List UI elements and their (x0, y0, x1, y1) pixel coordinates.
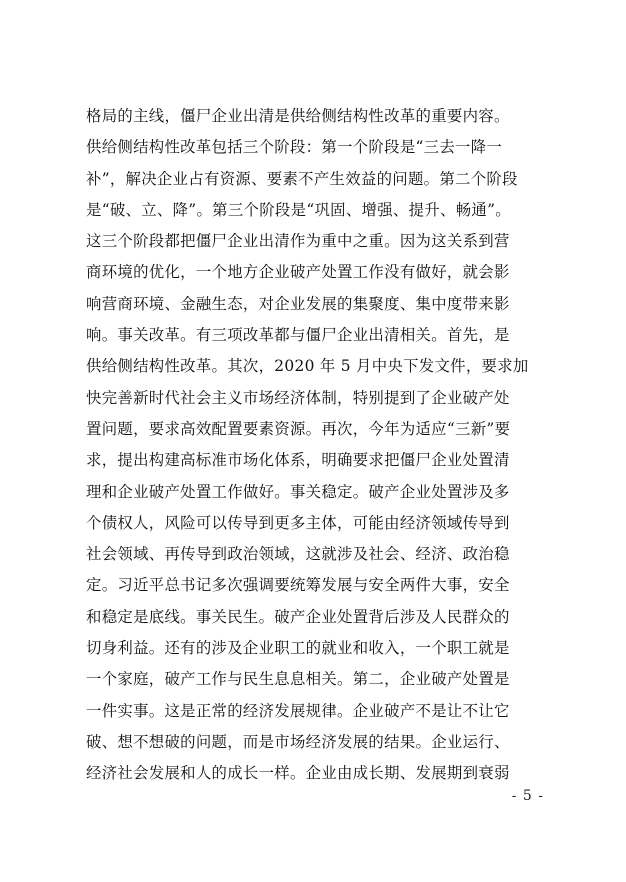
text-line: 一件实事。这是正常的经济发展规律。企业破产不是让不让它 (86, 701, 510, 720)
text-line: 定。习近平总书记多次强调要统筹发展与安全两件大事，安全 (86, 576, 510, 595)
text-line: 快完善新时代社会主义市场经济体制，特别提到了企业破产处 (86, 388, 510, 407)
text-line: 供给侧结构性改革包括三个阶段：第一个阶段是“三去一降一 (86, 138, 503, 157)
text-line: 破、想不想破的问题，而是市场经济发展的结果。企业运行、 (86, 732, 510, 751)
text-line: 社会领域、再传导到政治领域，这就涉及社会、经济、政治稳 (86, 545, 510, 564)
text-line: 理和企业破产处置工作做好。事关稳定。破产企业处置涉及多 (86, 482, 510, 501)
text-line: 响营商环境、金融生态，对企业发展的集聚度、集中度带来影 (86, 294, 510, 313)
text-line: 补”，解决企业占有资源、要素不产生效益的问题。第二个阶段 (86, 169, 518, 188)
text-line: 求，提出构建高标准市场化体系，明确要求把僵尸企业处置清 (86, 451, 510, 470)
text-line: 格局的主线，僵尸企业出清是供给侧结构性改革的重要内容。 (86, 107, 510, 125)
body-text (86, 101, 546, 790)
text-line: 商环境的优化，一个地方企业破产处置工作没有做好，就会影 (86, 263, 510, 282)
text-line: 经济社会发展和人的成长一样。企业由成长期、发展期到衰弱 (86, 764, 510, 783)
text-line: 这三个阶段都把僵尸企业出清作为重中之重。因为这关系到营 (86, 232, 510, 251)
text-line: 供给侧结构性改革。其次，2020 年 5 月中央下发文件，要求加 (86, 357, 529, 376)
text-line: 响。事关改革。有三项改革都与僵尸企业出清相关。首先，是 (86, 326, 510, 345)
text-line: 是“破、立、降”。第三个阶段是“巩固、增强、提升、畅通”。 (86, 200, 511, 219)
text-line: 置问题，要求高效配置要素资源。再次，今年为适应“三新”要 (86, 419, 511, 438)
text-line: 和稳定是底线。事关民生。破产企业处置背后涉及人民群众的 (86, 607, 510, 626)
text-line: 切身利益。还有的涉及企业职工的就业和收入，一个职工就是 (86, 639, 510, 658)
text-line: 一个家庭，破产工作与民生息息相关。第二，企业破产处置是 (86, 670, 510, 689)
text-line: 个债权人，风险可以传导到更多主体，可能由经济领域传导到 (86, 513, 510, 532)
page-number: - 5 - (511, 788, 544, 804)
